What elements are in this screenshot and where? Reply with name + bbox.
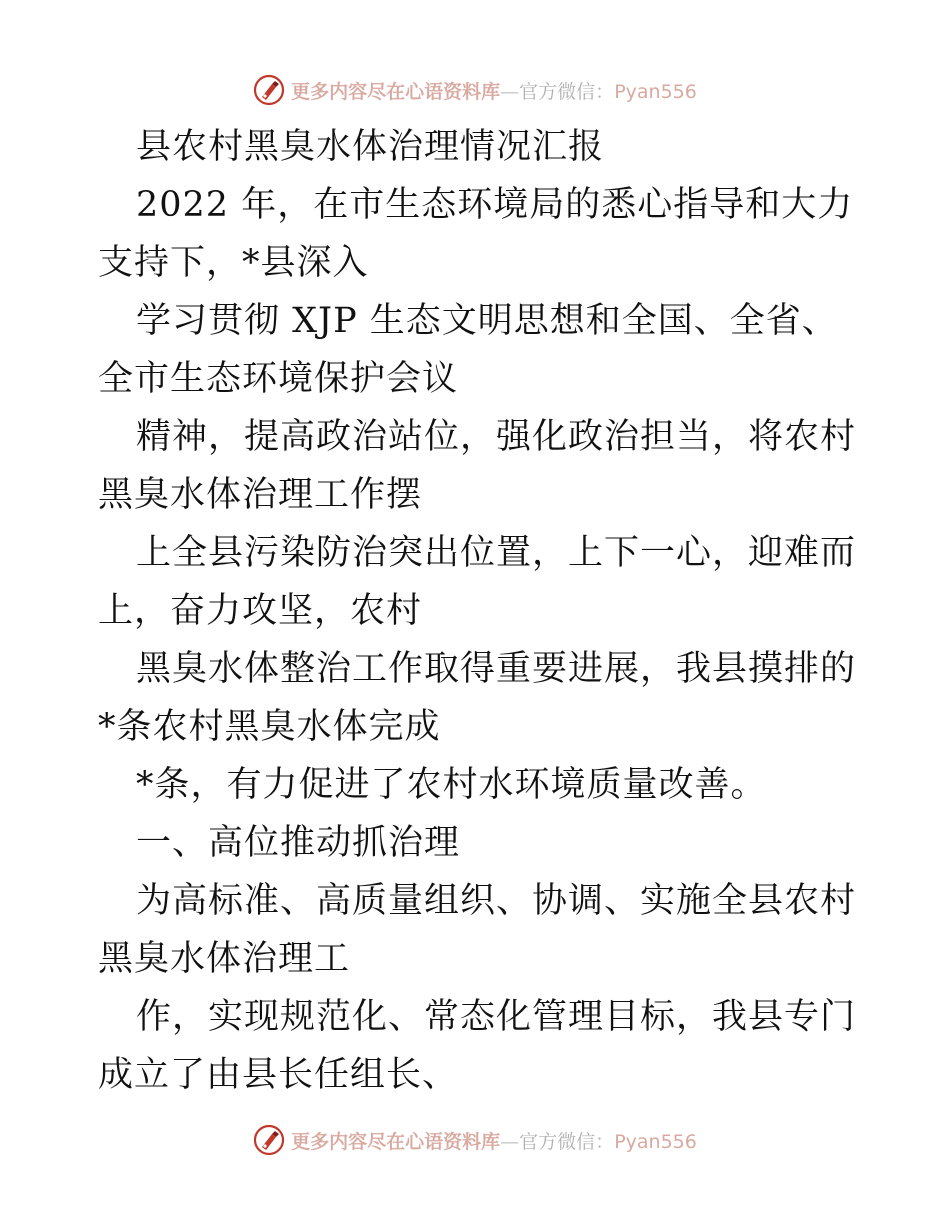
watermark-text: 更多内容尽在心语资料库 [291,80,501,103]
watermark-text-line [291,77,697,104]
document-body [98,118,868,1104]
paragraph: 黑臭水体整治工作取得重要进展，我县摸排的*条农村黑臭水体完成 [98,649,857,747]
paragraph: *条，有力促进了农村水环境质量改善。 [136,765,767,805]
watermark-wechat-id: Pyan556 [614,1130,697,1153]
paragraph: 精神，提高政治站位，强化政治担当，将农村黑臭水体治理工作摆 [98,417,857,515]
paragraph: 上全县污染防治突出位置，上下一心，迎难而上，奋力攻坚，农村 [98,533,857,631]
paragraph: 2022 年，在市生态环境局的悉心指导和大力支持下，*县深入 [98,185,854,283]
footer-watermark-banner [0,1120,950,1160]
pen-nib-logo-icon [253,1124,285,1156]
watermark-text-line [291,1127,697,1154]
watermark-wechat-id: Pyan556 [614,80,697,103]
document-title: 县农村黑臭水体治理情况汇报 [136,127,605,167]
watermark-dash: — [500,1130,520,1153]
pen-nib-logo-icon [253,74,285,106]
paragraph: 学习贯彻 XJP 生态文明思想和全国、全省、全市生态环境保护会议 [98,301,838,399]
watermark-dash: — [500,80,520,103]
header-watermark-banner [0,70,950,110]
paragraph: 作，实现规范化、常态化管理目标，我县专门成立了由县长任组长、 [98,997,857,1095]
section-heading: 一、高位推动抓治理 [136,823,461,863]
watermark-wechat-label: 官方微信： [519,1130,615,1153]
paragraph: 为高标准、高质量组织、协调、实施全县农村黑臭水体治理工 [98,881,857,979]
watermark-text: 更多内容尽在心语资料库 [291,1130,501,1153]
watermark-wechat-label: 官方微信： [519,80,615,103]
